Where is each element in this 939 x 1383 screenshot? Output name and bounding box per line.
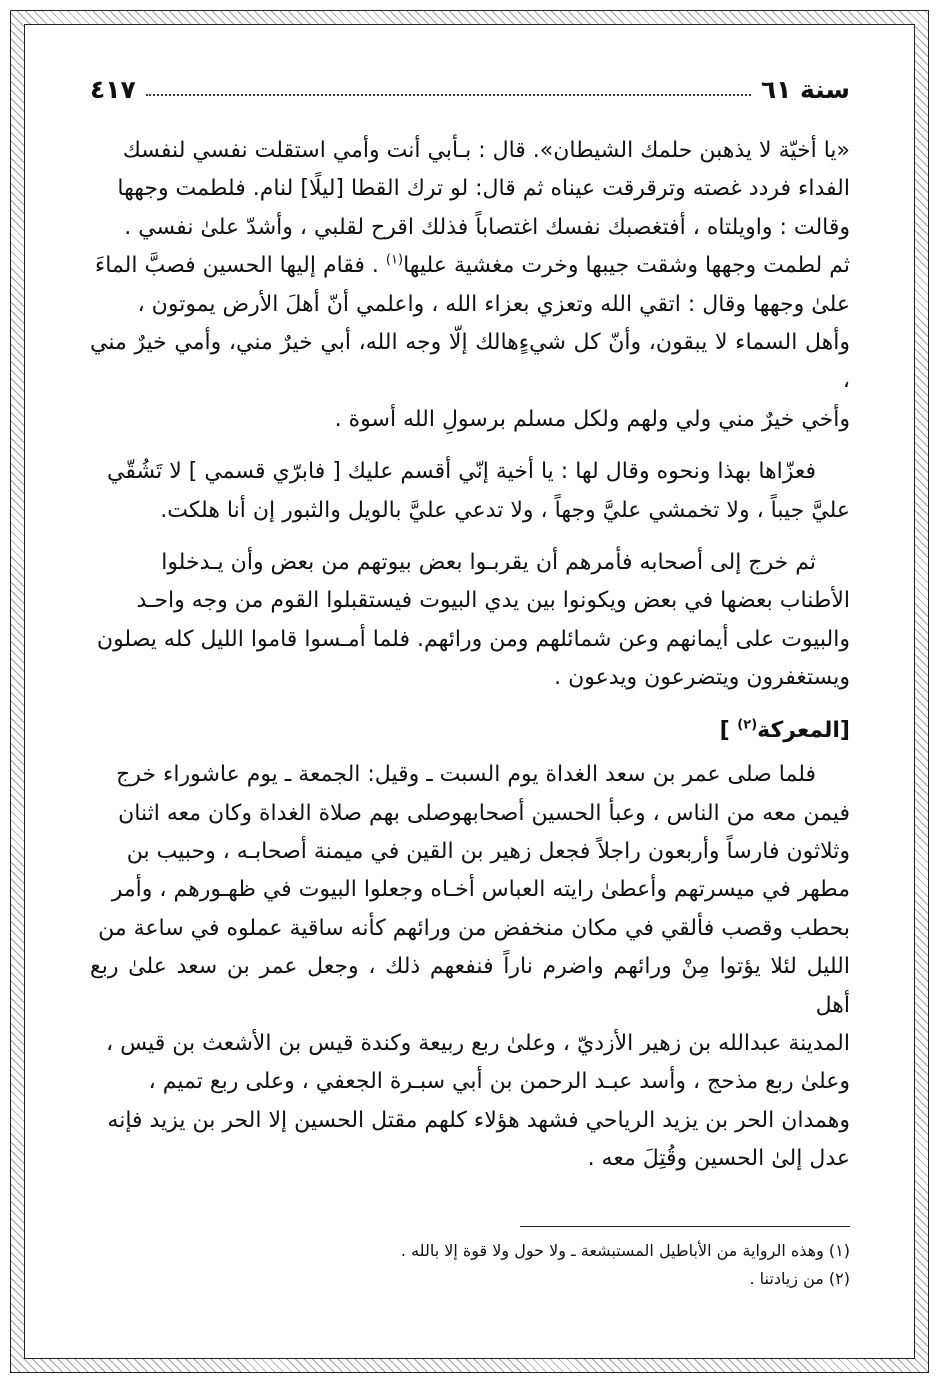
body-text [90, 132, 850, 1179]
footnote-2: (٢) من زيادتنا . [749, 1269, 850, 1288]
page-number: ٤١٧ [90, 75, 136, 104]
section-heading-close: ] [719, 717, 738, 743]
text-line: الفداء فردد غصته وترقرقت عيناه ثم قال: لو ترك القطا [ليلًا] لنام. فلطمت وجهها [117, 176, 850, 202]
paragraph-1 [90, 132, 850, 439]
text-line [90, 247, 850, 285]
text-line: بحطب وقصب فألقي في مكان منخفض من ورائهم كأنه ساقية عملوه في ساعة من [98, 915, 850, 941]
text-line: وقالت : واويلتاه ، أفتغصبك نفسك اغتصاباً فذلك اقرح لقلبي ، وأشدّ علىٰ نفسي . [124, 214, 850, 240]
running-head-leader [146, 94, 751, 96]
text-line: «يا أخيّة لا يذهبن حلمك الشيطان». قال : بـأبي أنت وأمي استقلت نفسي لنفسك [122, 138, 850, 163]
running-head-title: سنة ٦١ [760, 75, 850, 104]
text-line: وأهل السماء لا يبقون، وأنّ كل شيءٍهالك إلّا وجه الله، أبي خيرٌ مني، وأمي خيرٌ مني ، [90, 330, 850, 394]
text-line: الليل لئلا يؤتوا مِنْ ورائهم واضرم ناراً فنفعهم ذلك ، وجعل عمر بن سعد علىٰ ربع أهل [90, 954, 850, 1018]
paragraph-4 [90, 756, 850, 1178]
text-line: وأخي خيرٌ مني ولي ولهم ولكل مسلم برسولِ الله أسوة . [334, 406, 850, 432]
text-line: والبيوت على أيمانهم وعن شمائلهم ومن ورائهم. فلما أمـسوا قاموا الليل كله يصلون [96, 626, 850, 652]
text-line-part: ثم لطمت وجهها وشقت جيبها وخرت مغشية عليها [403, 253, 850, 279]
section-heading-text: [المعركة [757, 717, 850, 743]
paragraph-3 [90, 544, 850, 698]
text-line: ثم خرج إلى أصحابه فأمرهم أن يقربـوا بعض بيوتهم من بعض وأن يـدخلوا [161, 550, 816, 576]
text-line: فيمن معه من الناس ، وعبأ الحسين أصحابهوصلى بهم صلاة الغداة وكان معه اثنان [118, 800, 850, 826]
text-line: المدينة عبدالله بن زهير الأزديّ ، وعلىٰ ربع ربيعة وكندة قيس بن الأشعث بن قيس ، [105, 1030, 850, 1056]
paragraph-2 [90, 453, 850, 530]
text-line: علىٰ وجهها وقال : اتقي الله وتعزي بعزاء الله ، واعلمي أنّ أهلَ الأرض يموتون ، [137, 291, 850, 317]
text-line: وهمدان الحر بن يزيد الرياحي فشهد هؤلاء كلهم مقتل الحسين إلا الحر بن يزيد فإنه [107, 1107, 850, 1133]
section-heading [90, 712, 850, 750]
page-content [90, 60, 850, 1179]
footnote-marker-2: (٢) [737, 717, 758, 733]
text-line-part: . فقام إليها الحسين فصبَّ الماءَ [94, 253, 386, 279]
text-line: عليَّ جيباً ، ولا تخمشي عليَّ وجهاً ، ولا تدعي عليَّ بالويل والثبور إن أنا هلكت. [160, 497, 850, 523]
text-line: فعزّاها بهذا ونحوه وقال لها : يا أخية إنّي أقسم عليك [ فابرّي قسمي ] لا تَشُقّي [107, 459, 816, 485]
text-line: عدل إلىٰ الحسين وقُتِلَ معه . [587, 1146, 850, 1172]
text-line: وثلاثون فارساً وأربعون راجلاً فجعل زهير بن القين في ميمنة أصحابـه ، وحبيب بن [126, 838, 850, 864]
text-line: الأطناب بعضها في بعض ويكونوا بين يدي البيوت فيستقبلوا القوم من وجه واحـد [136, 588, 850, 614]
footnote-1: (١) وهذه الرواية من الأباطيل المستبشعة ـ ولا حول ولا قوة إلا بالله . [400, 1241, 850, 1260]
footnote-rule [520, 1226, 850, 1227]
text-line: ويستغفرون ويتضرعون ويدعون . [554, 665, 850, 691]
text-line: فلما صلى عمر بن سعد الغداة يوم السبت ـ وقيل: الجمعة ـ يوم عاشوراء خرج [116, 762, 816, 788]
text-line: وعلىٰ ربع مذحج ، وأسد عبـد الرحمن بن أبي سبـرة الجعفي ، وعلى ربع تميم ، [148, 1069, 850, 1095]
footnote-marker-1: (١) [385, 252, 404, 268]
text-line: مطهر في ميسرتهم وأعطىٰ رايته العباس أخـاه وجعلوا البيوت في ظهـورهم ، وأمر [111, 877, 850, 903]
running-head [90, 60, 850, 104]
footnotes [90, 1226, 850, 1293]
